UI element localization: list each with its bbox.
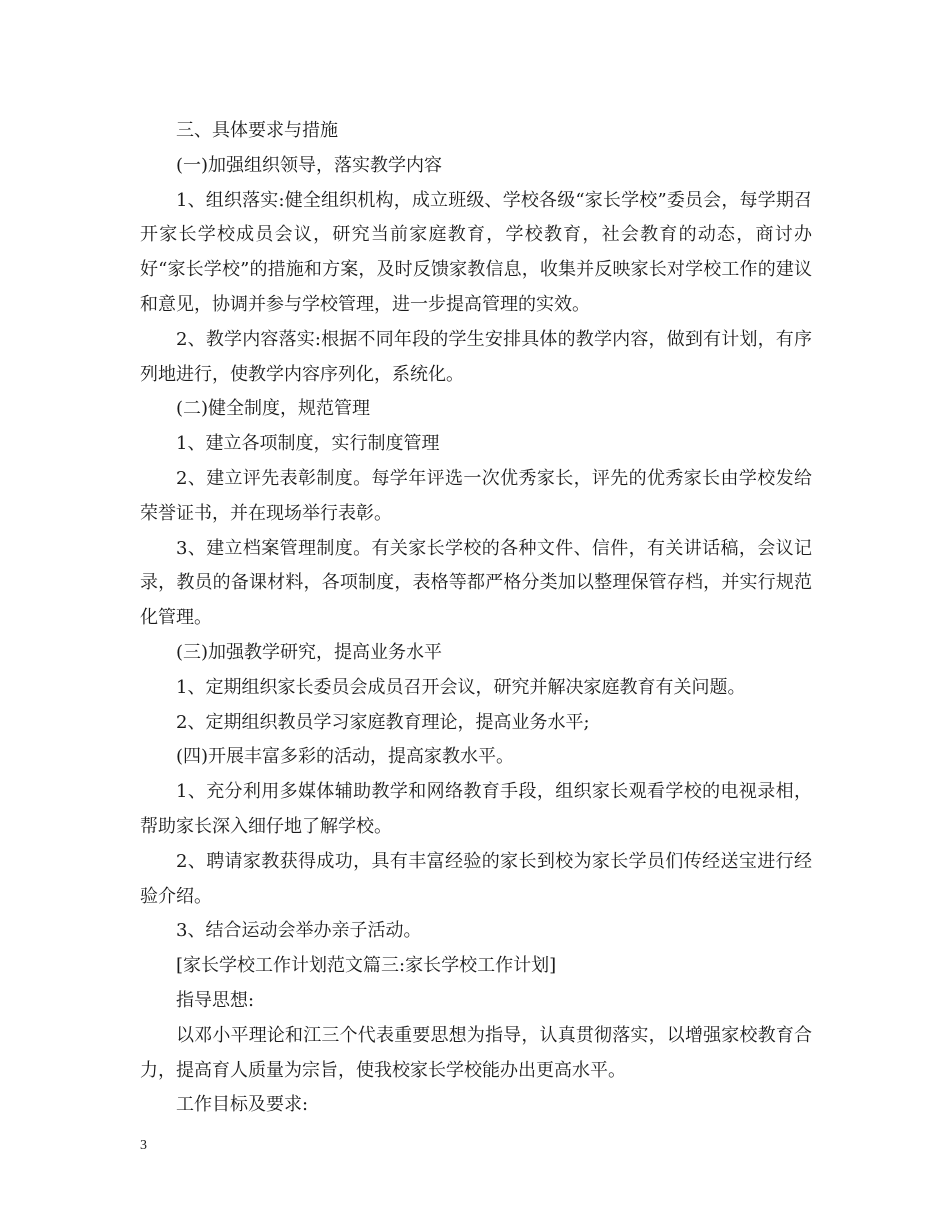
paragraph: 1、建立各项制度，实行制度管理 (176, 433, 440, 455)
paragraph: 3、建立档案管理制度。有关家长学校的各种文件、信件，有关讲话稿，会议记录，教员的备课材料，各项制度，表格等都严格分类加以整理保管存档，并实行规范化管理。 (140, 537, 812, 629)
paragraph: 3、结合运动会举办亲子活动。 (176, 920, 422, 942)
paragraph: 1、定期组织家长委员会成员召开会议，研究并解决家庭教育有关问题。 (176, 676, 746, 698)
paragraph: 2、聘请家教获得成功，具有丰富经验的家长到校为家长学员们传经送宝进行经验介绍。 (140, 850, 812, 907)
paragraph: 2、建立评先表彰制度。每学年评选一次优秀家长，评先的优秀家长由学校发给荣誉证书，并在现场举行表彰。 (140, 467, 812, 524)
article-title: [家长学校工作计划范文篇三:家长学校工作计划] (176, 955, 557, 977)
section-heading: 三、具体要求与措施 (176, 120, 338, 141)
page-number: 3 (140, 1138, 147, 1153)
paragraph: 2、定期组织教员学习家庭教育理论，提高业务水平; (176, 711, 590, 733)
document-body (140, 114, 812, 1123)
section-heading: 指导思想: (176, 989, 255, 1011)
paragraph: 1、充分利用多媒体辅助教学和网络教育手段，组织家长观看学校的电视录相，帮助家长深入细仔地了解学校。 (140, 781, 812, 837)
subsection-heading: (三)加强教学研究，提高业务水平 (176, 641, 443, 663)
subsection-heading: (一)加强组织领导，落实教学内容 (176, 154, 443, 176)
paragraph: 1、组织落实:健全组织机构，成立班级、学校各级“家长学校”委员会，每学期召开家长学校成员会议，研究当前家庭教育，学校教育，社会教育的动态，商讨办好“家长学校”的措施和方案，及时反馈家教信息，收集并反映家长对学校工作的建议和意见，协调并参与学校管理，进一步提高管理的实效。 (140, 189, 812, 315)
paragraph: 以邓小平理论和江三个代表重要思想为指导，认真贯彻落实，以增强家校教育合力，提高育人质量为宗旨，使我校家长学校能办出更高水平。 (140, 1024, 812, 1081)
paragraph: 2、教学内容落实:根据不同年段的学生安排具体的教学内容，做到有计划，有序列地进行，使教学内容序列化，系统化。 (140, 328, 812, 385)
subsection-heading: (四)开展丰富多彩的活动，提高家教水平。 (176, 746, 515, 768)
section-heading: 工作目标及要求: (176, 1094, 309, 1116)
subsection-heading: (二)健全制度，规范管理 (176, 398, 371, 420)
